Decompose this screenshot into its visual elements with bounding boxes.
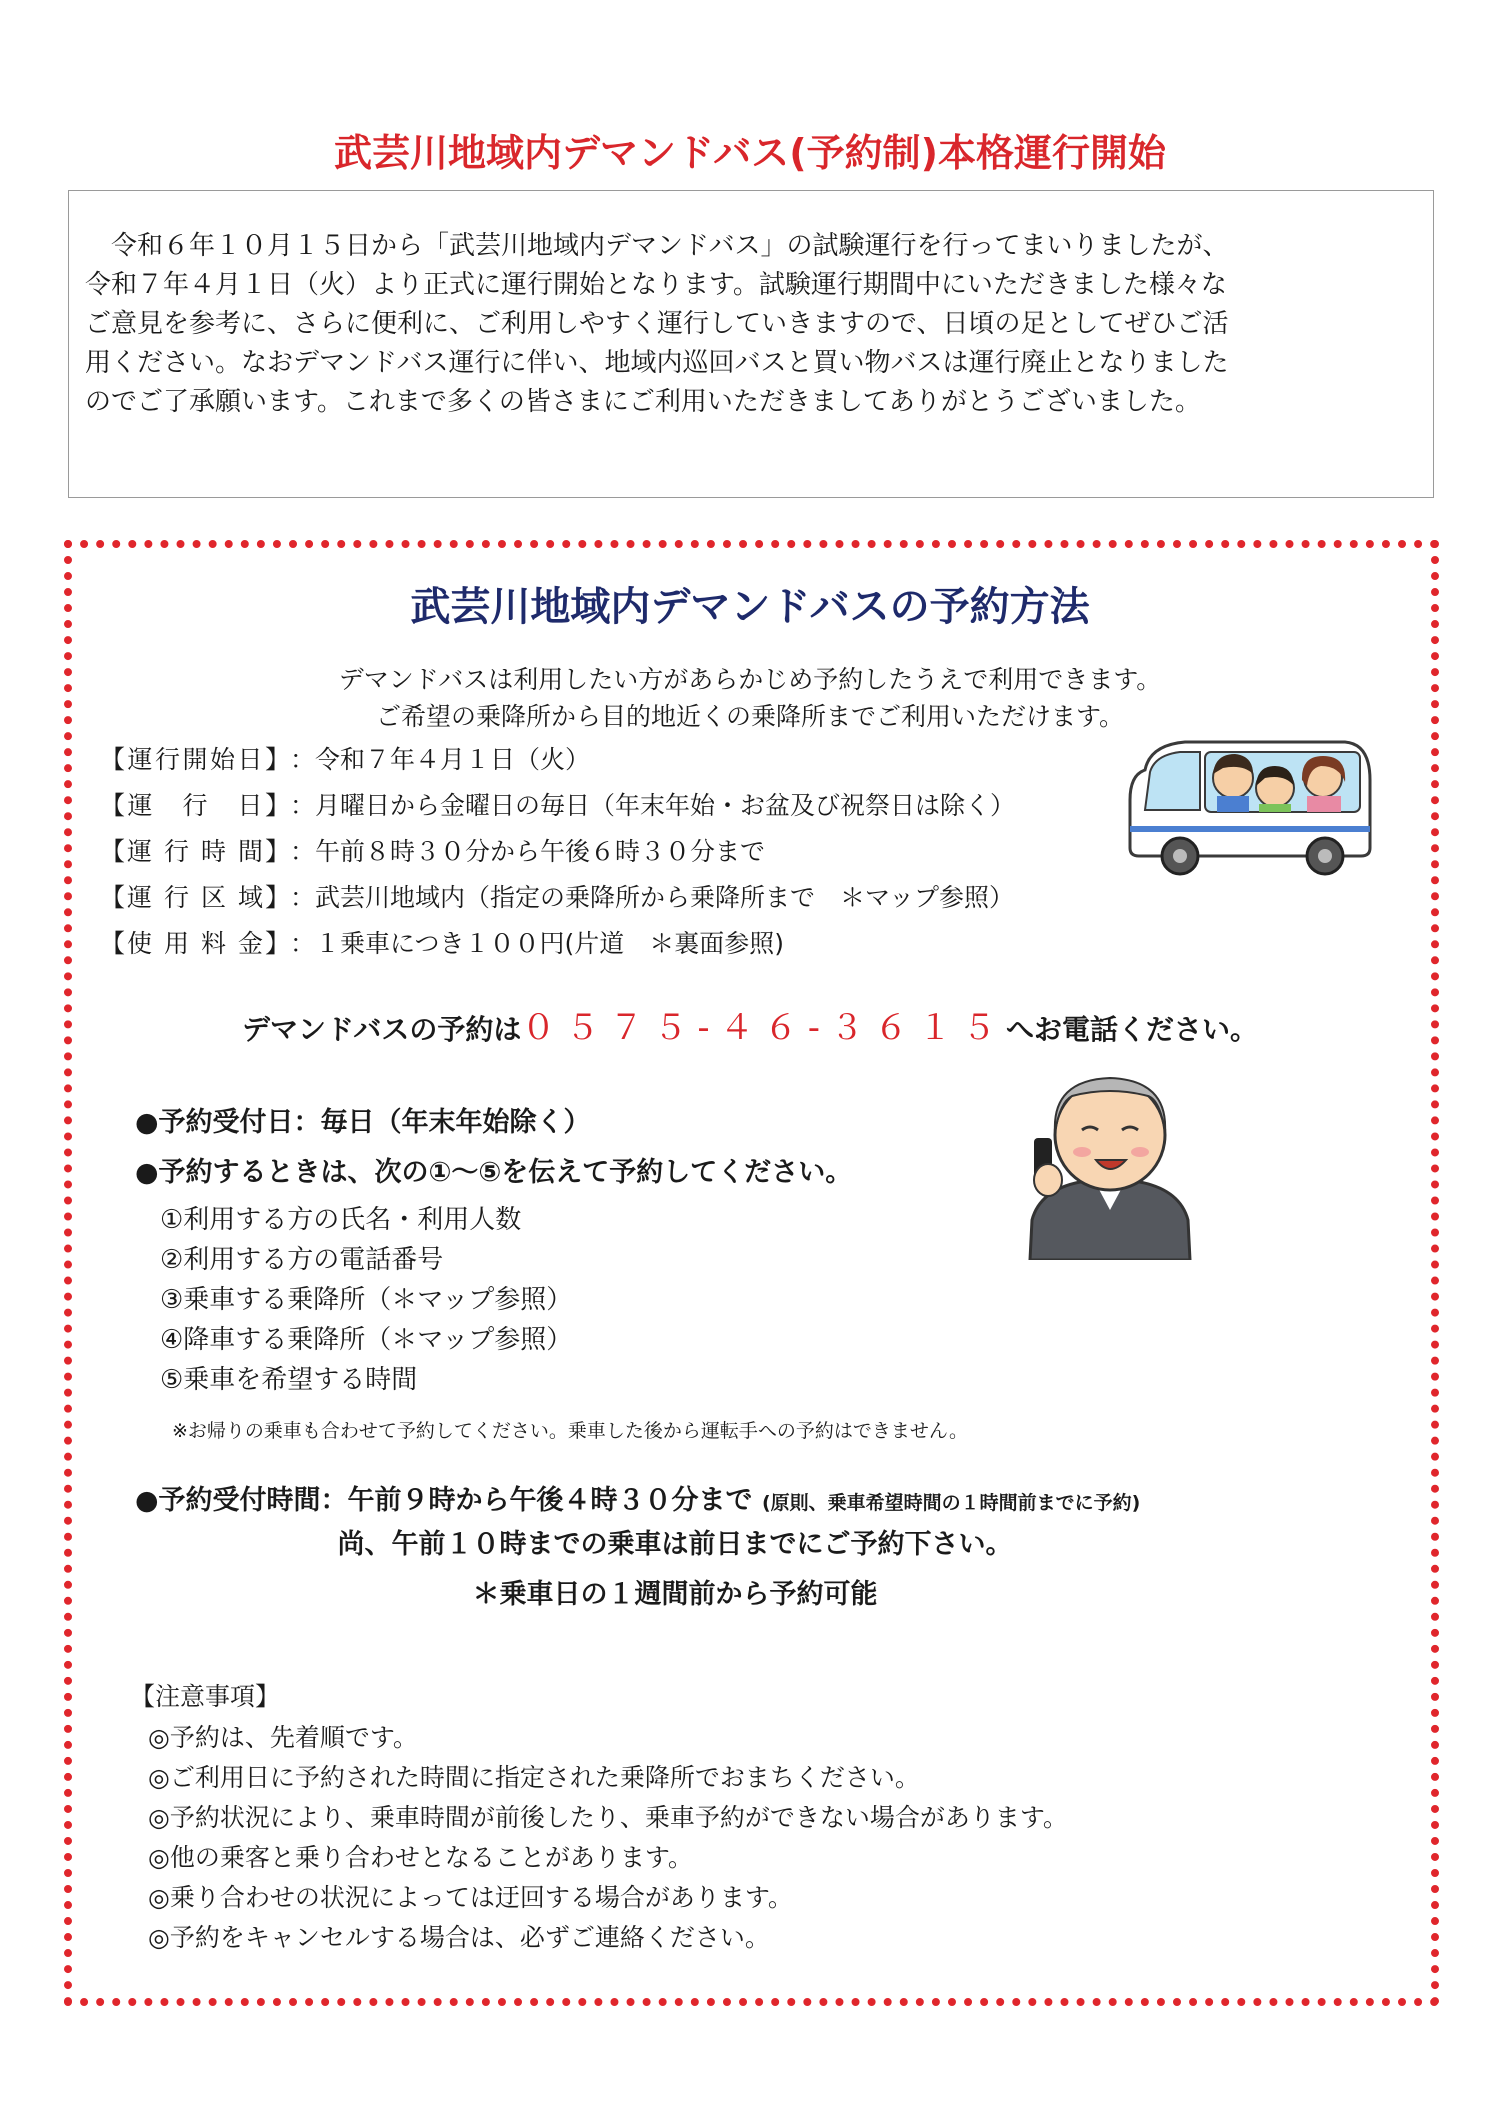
info-fare (100, 924, 784, 960)
info-label: 【運 行 日】 (100, 791, 290, 820)
notice-box (68, 190, 1434, 498)
intro-line: デマンドバスは利用したい方があらかじめ予約したうえで利用できます。 (338, 665, 1162, 694)
notice-line: 用ください。なおデマンドバス運行に伴い、地域内巡回バスと買い物バスは運行廃止となりました (85, 348, 1229, 378)
caution-item: ◎予約は、先着順です。 (148, 1723, 418, 1752)
caution-heading: 【注意事項】 (130, 1682, 281, 1711)
tell-item: ④降車する乗降所（＊マップ参照） (160, 1325, 573, 1355)
info-value: ：武芸川地域内（指定の乗降所から乗降所まで ＊マップ参照） (290, 883, 1015, 912)
return-trip-note: ※お帰りの乗車も合わせて予約してください。乗車した後から運転手への予約はできません。 (172, 1420, 969, 1442)
info-value: ：午前８時３０分から午後６時３０分まで (290, 837, 766, 866)
notice-line: ご意見を参考に、さらに便利に、ご利用しやすく運行していきますので、日頃の足としてぜひご活 (85, 309, 1229, 339)
info-label: 【運 行 区 域】 (100, 883, 290, 912)
before-ten-note: 尚、午前１０時までの乗車は前日までにご予約下さい。 (337, 1529, 1013, 1560)
reservation-title: 武芸川地域内デマンドバスの予約方法 (410, 584, 1090, 630)
main-title: 武芸川地域内デマンドバス(予約制)本格運行開始 (334, 131, 1166, 175)
phone-suffix: へお電話ください。 (1005, 1013, 1258, 1046)
tell-items-heading: ●予約するときは、次の①～⑤を伝えて予約してください。 (135, 1157, 853, 1188)
intro-line: ご希望の乗降所から目的地近くの乗降所までご利用いただけます。 (375, 702, 1124, 731)
phone-number[interactable]: ０５７５-４６-３６１５ (521, 1008, 1006, 1048)
reception-day: ●予約受付日：毎日（年末年始除く） (135, 1107, 591, 1138)
info-label: 【運行開始日】 (100, 745, 290, 774)
info-operating-area (100, 878, 1014, 914)
phone-prefix: デマンドバスの予約は (241, 1013, 522, 1046)
notice-line: 令和６年１０月１５日から「武芸川地域内デマンドバス」の試験運行を行ってまいりましたが、 (85, 231, 1229, 261)
caution-item: ◎乗り合わせの状況によっては迂回する場合があります。 (148, 1883, 793, 1912)
info-start-date (100, 740, 590, 776)
reception-hours-note: (原則、乗車希望時間の１時間前までに予約) (761, 1492, 1141, 1514)
reception-hours-main: ●予約受付時間：午前９時から午後４時３０分まで (135, 1485, 753, 1516)
info-value: ：１乗車につき１００円(片道 ＊裏面参照) (290, 929, 785, 958)
tell-item: ⑤乗車を希望する時間 (160, 1365, 418, 1395)
phone-line (0, 1000, 1500, 1049)
phone-caller-illustration-icon (1020, 1060, 1200, 1260)
info-label: 【運 行 時 間】 (100, 837, 290, 866)
bus-illustration-icon (1125, 730, 1375, 880)
tell-item: ②利用する方の電話番号 (160, 1245, 444, 1275)
notice-line: のでご了承願います。これまで多くの皆さまにご利用いただきましてありがとうございました。 (85, 387, 1201, 417)
caution-item: ◎予約状況により、乗車時間が前後したり、乗車予約ができない場合があります。 (148, 1803, 1068, 1832)
notice-line: 令和７年４月１日（火）より正式に運行開始となります。試験運行期間中にいただきました様々な (85, 270, 1227, 300)
tell-item: ③乗車する乗降所（＊マップ参照） (160, 1285, 573, 1315)
caution-item: ◎予約をキャンセルする場合は、必ずご連絡ください。 (148, 1923, 770, 1952)
info-value: ：令和７年４月１日（火） (290, 745, 591, 774)
caution-item: ◎ご利用日に予約された時間に指定された乗降所でおまちください。 (148, 1763, 920, 1792)
info-operating-days (100, 786, 1015, 822)
tell-item: ①利用する方の氏名・利用人数 (160, 1205, 522, 1235)
caution-item: ◎他の乗客と乗り合わせとなることがあります。 (148, 1843, 693, 1872)
info-value: ：月曜日から金曜日の毎日（年末年始・お盆及び祝祭日は除く） (290, 791, 1016, 820)
reception-hours (135, 1478, 1140, 1517)
info-label: 【使 用 料 金】 (100, 929, 290, 958)
week-before-note: ＊乗車日の１週間前から予約可能 (472, 1579, 878, 1610)
notice-text (85, 227, 1415, 422)
info-operating-hours (100, 832, 765, 868)
